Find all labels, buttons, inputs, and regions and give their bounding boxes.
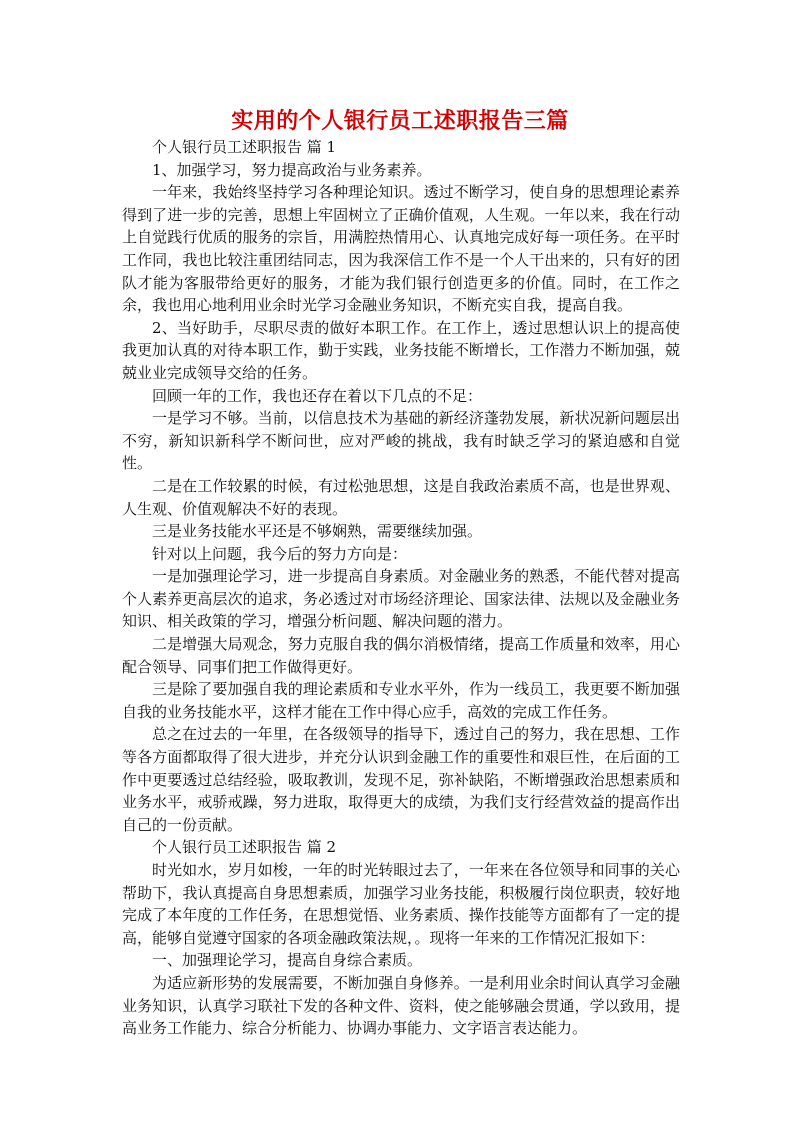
paragraph: 1、加强学习，努力提高政治与业务素养。 bbox=[152, 160, 432, 179]
paragraph: 回顾一年的工作，我也还存在着以下几点的不足： bbox=[152, 386, 483, 405]
paragraph: 时光如水，岁月如梭，一年的时光转眼过去了，一年来在各位领导和同事的关心帮助下，我认真提高自身思想素质，加强学习业务技能，积极履行岗位职责，较好地完成了本年度的工作任务，在思想觉悟、业务素质、操作技能等方面都有了一定的提高，能够自觉遵守国家的各项金融政策法规，。现将一年来的工作情况汇报如下： bbox=[122, 861, 680, 947]
paragraph: 二是增强大局观念，努力克服自我的偶尔消极情绪，提高工作质量和效率，用心配合领导、同事们把工作做得更好。 bbox=[122, 635, 680, 676]
document-title: 实用的个人银行员工述职报告三篇 bbox=[231, 108, 569, 134]
section-heading-1: 个人银行员工述职报告 篇 1 bbox=[152, 138, 337, 156]
paragraph: 二是在工作较累的时候，有过松弛思想，这是自我政治素质不高，也是世界观、人生观、价值观解决不好的表现。 bbox=[122, 476, 680, 518]
paragraph: 一是加强理论学习，进一步提高自身素质。对金融业务的熟悉，不能代替对提高个人素养更高层次的追求，务必透过对市场经济理论、国家法律、法规以及金融业务知识、相关政策的学习，增强分析问题、解决问题的潜力。 bbox=[122, 567, 680, 631]
paragraph: 针对以上问题，我今后的努力方向是： bbox=[152, 544, 408, 563]
paragraph: 三是业务技能水平还是不够娴熟，需要继续加强。 bbox=[152, 522, 483, 541]
paragraph: 三是除了要加强自我的理论素质和专业水平外，作为一线员工，我更要不断加强自我的业务技能水平，这样才能在工作中得心应手，高效的完成工作任务。 bbox=[122, 680, 680, 721]
document-body bbox=[122, 136, 680, 1040]
paragraph: 2、当好助手，尽职尽责的做好本职工作。在工作上，透过思想认识上的提高使我更加认真的对待本职工作，勤于实践，业务技能不断增长，工作潜力不断加强，兢兢业业完成领导交给的任务。 bbox=[122, 318, 680, 382]
paragraph: 一、加强理论学习，提高自身综合素质。 bbox=[152, 951, 423, 970]
section-heading-2: 个人银行员工述职报告 篇 2 bbox=[152, 838, 337, 857]
paragraph: 总之在过去的一年里，在各级领导的指导下，透过自己的努力，我在思想、工作等各方面都取得了很大进步，并充分认识到金融工作的重要性和艰巨性，在后面的工作中更要透过总结经验，吸取教训，发现不足，弥补缺陷，不断增强政治思想素质和业务水平，戒骄戒躁，努力进取，取得更大的成绩，为我们支行经营效益的提高作出自己的一份贡献。 bbox=[122, 725, 680, 834]
paragraph: 一是学习不够。当前，以信息技术为基础的新经济蓬勃发展，新状况新问题层出不穷，新知识新科学不断问世，应对严峻的挑战，我有时缺乏学习的紧迫感和自觉性。 bbox=[122, 409, 680, 473]
paragraph: 一年来，我始终坚持学习各种理论知识。透过不断学习，使自身的思想理论素养得到了进一步的完善，思想上牢固树立了正确价值观，人生观。一年以来，我在行动上自觉践行优质的服务的宗旨，用满腔热情用心、认真地完成好每一项任务。在平时工作同，我也比较注重团结同志，因为我深信工作不是一个人干出来的，只有好的团队才能为客服带给更好的服务，才能为我们银行创造更多的价值。同时，在工作之余，我也用心地利用业余时光学习金融业务知识，不断充实自我，提高自我。 bbox=[122, 183, 680, 315]
paragraph: 为适应新形势的发展需要，不断加强自身修养。一是利用业余时间认真学习金融业务知识，认真学习联社下发的各种文件、资料，使之能够融会贯通，学以致用，提高业务工作能力、综合分析能力、协调办事能力、文字语言表达能力。 bbox=[122, 973, 680, 1038]
